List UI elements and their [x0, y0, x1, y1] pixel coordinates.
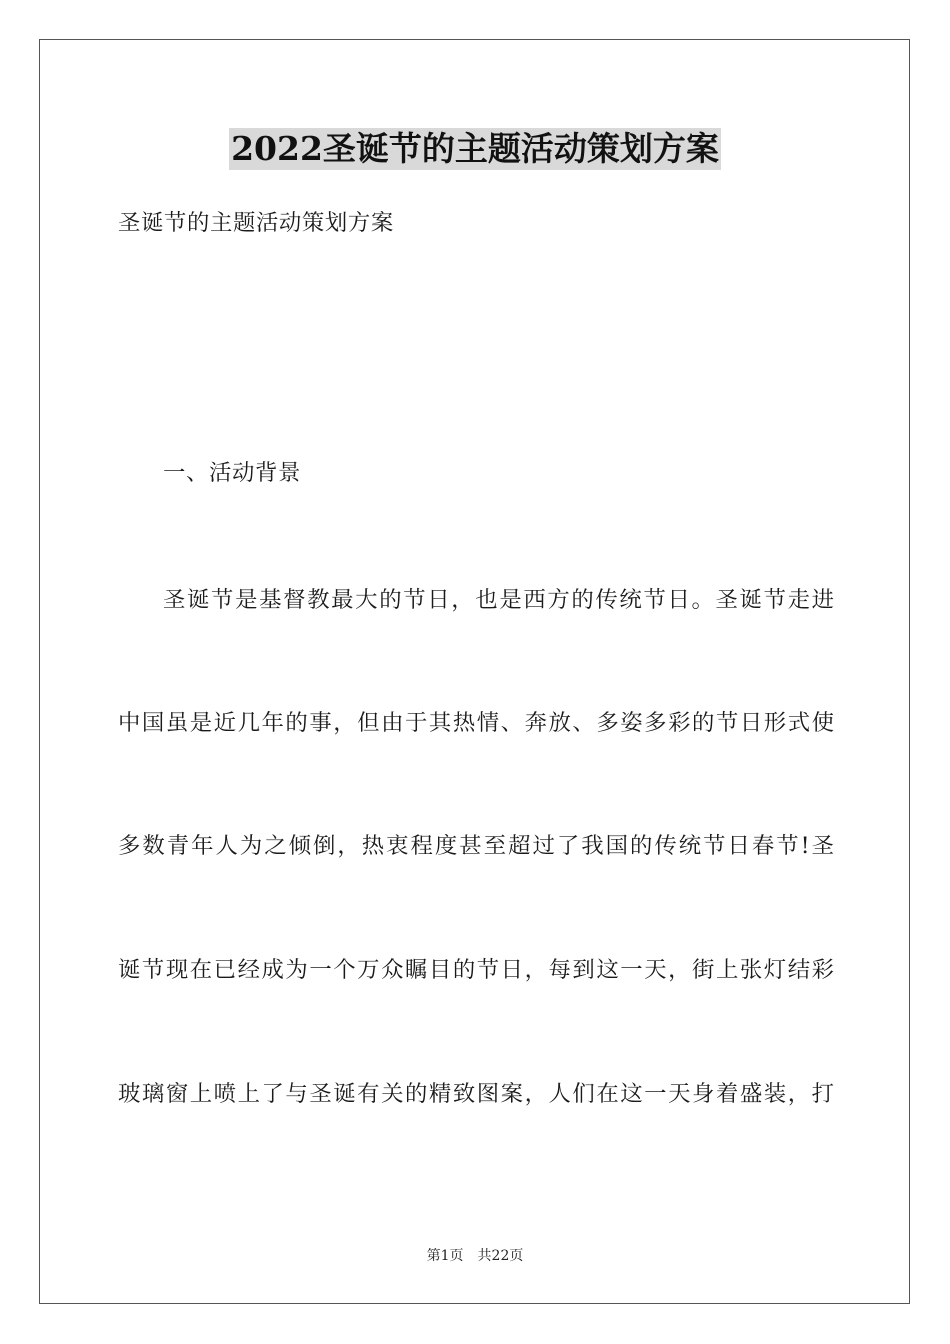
page-footer: [0, 1246, 950, 1266]
paragraph-line: 玻璃窗上喷上了与圣诞有关的精致图案，人们在这一天身着盛装，打: [118, 1081, 834, 1107]
page-total: 共22页: [477, 1248, 524, 1264]
page-number: 第1页: [426, 1248, 464, 1264]
document-title-text: 2022圣诞节的主题活动策划方案: [231, 129, 719, 168]
paragraph-line: 诞节现在已经成为一个万众瞩目的节日，每到这一天，街上张灯结彩: [118, 957, 834, 983]
document-title: [0, 128, 950, 170]
section-heading: 一、活动背景: [163, 460, 301, 486]
paragraph-line: 中国虽是近几年的事，但由于其热情、奔放、多姿多彩的节日形式使: [118, 710, 834, 736]
paragraph-line: 多数青年人为之倾倒，热衷程度甚至超过了我国的传统节日春节!圣: [118, 833, 834, 859]
paragraph-line: 圣诞节是基督教最大的节日，也是西方的传统节日。圣诞节走进: [163, 587, 834, 613]
document-subtitle: 圣诞节的主题活动策划方案: [118, 210, 394, 236]
